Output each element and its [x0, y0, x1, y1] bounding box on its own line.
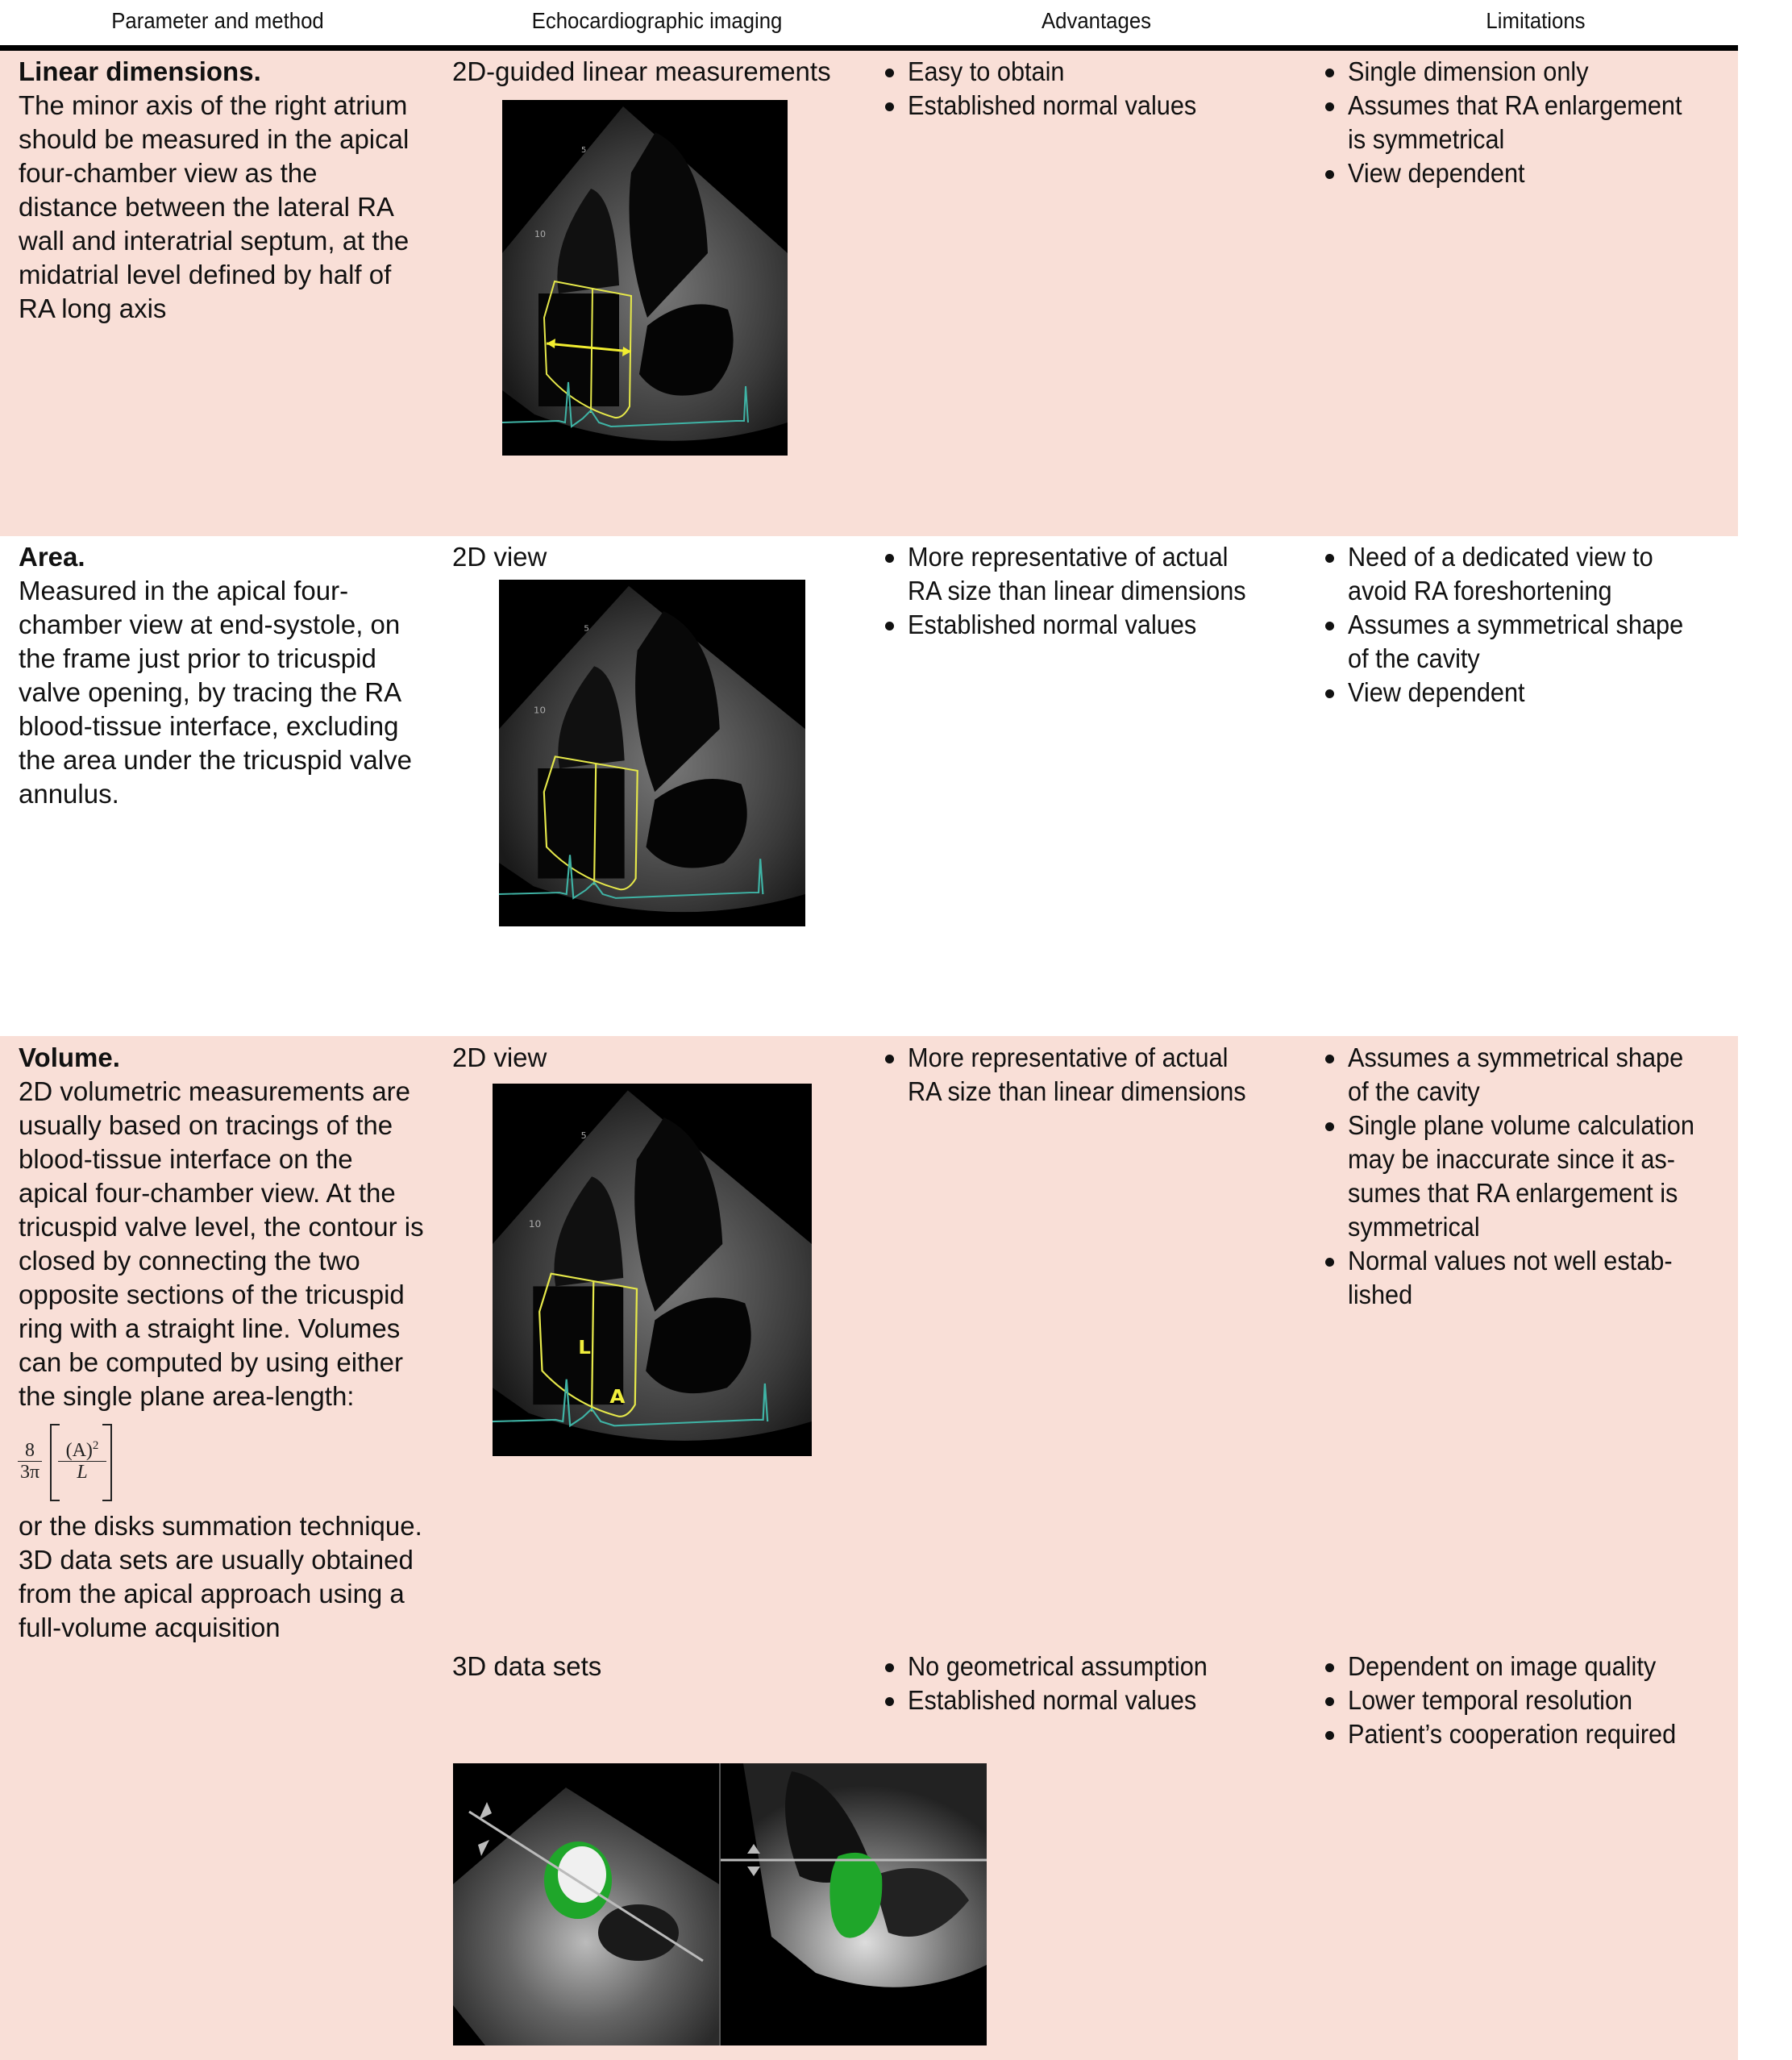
- method-line: the area under the tricuspid valve: [19, 745, 412, 775]
- depth-marker-10: 10: [534, 229, 546, 239]
- method-line: usually based on tracings of the: [19, 1110, 393, 1140]
- formula-coefficient: [18, 1440, 42, 1483]
- method-line: four-chamber view as the: [19, 158, 318, 188]
- advantage-item: More representative of actual RA size than linear dimensions: [880, 1041, 1271, 1109]
- imaging-label: [452, 1041, 547, 1075]
- method-line: annulus.: [19, 779, 119, 809]
- echo-svg: [499, 580, 805, 926]
- parameter-cell-area: [19, 540, 438, 811]
- advantages-list-linear: [880, 55, 1218, 123]
- advantages-list-volume-2d: [880, 1041, 1271, 1109]
- method-line: tricuspid valve level, the contour is: [19, 1212, 424, 1242]
- limitation-item: Need of a dedicated view to avoid RA foreshortening: [1320, 540, 1708, 608]
- inner-numerator: $(A)^2$: [58, 1435, 106, 1462]
- method-line: valve opening, by tracing the RA: [19, 677, 402, 707]
- limitation-item: Lower temporal resolution: [1320, 1683, 1701, 1717]
- method-line: the single plane area-length:: [19, 1381, 355, 1411]
- imaging-label-text: 2D view: [452, 542, 547, 572]
- limitation-item: View dependent: [1320, 676, 1708, 710]
- limitations-list-area: [1320, 540, 1708, 710]
- imaging-label-text: 2D-guided linear measurements: [452, 56, 831, 86]
- depth-marker-5: 5: [581, 146, 587, 155]
- limitation-item: Single dimension only: [1320, 55, 1707, 89]
- advantage-item: Easy to obtain: [880, 55, 1218, 89]
- double-arrow-left: [478, 1802, 492, 1856]
- header-advantages: Advantages: [1041, 8, 1152, 33]
- echo-image-area-tracing: [499, 580, 805, 926]
- method-line: the frame just prior to tricuspid: [19, 643, 376, 673]
- imaging-label: [452, 540, 547, 574]
- depth-marker-5: 5: [584, 623, 590, 634]
- echo-image-3d-volume: [453, 1763, 987, 2045]
- method-line: closed by connecting the two: [19, 1246, 360, 1276]
- advantage-item: No geometrical assumption: [880, 1650, 1230, 1683]
- method-line: RA long axis: [19, 293, 167, 323]
- advantage-item: Established normal values: [880, 1683, 1230, 1717]
- area-label-A: A: [609, 1385, 626, 1408]
- method-line: The minor axis of the right atrium: [19, 90, 408, 120]
- header-echocardiographic-imaging: Echocardiographic imaging: [531, 8, 783, 33]
- limitation-item: Assumes a symmetrical shape of the cavity: [1320, 1041, 1720, 1109]
- imaging-label: [452, 55, 831, 89]
- limitation-item: View dependent: [1320, 156, 1707, 190]
- echo-image-linear-measurement: [502, 100, 788, 456]
- limitation-item: Normal values not well estab- lished: [1320, 1244, 1720, 1312]
- advantage-item: More representative of actual RA size than linear dimensions: [880, 540, 1271, 608]
- ra-cavity: [538, 768, 624, 879]
- limitation-item: Assumes a symmetrical shape of the cavity: [1320, 608, 1708, 676]
- advantage-item: Established normal values: [880, 89, 1218, 123]
- imaging-label-text: 2D view: [452, 1042, 547, 1072]
- parameter-cell-volume-continued: [19, 1509, 442, 1645]
- limitations-list-volume-2d: [1320, 1041, 1720, 1312]
- method-line: 2D volumetric measurements are: [19, 1076, 411, 1106]
- method-line: from the apical approach using a: [19, 1579, 405, 1608]
- parameter-title: Volume.: [19, 1042, 120, 1072]
- imaging-label-text: 3D data sets: [452, 1651, 602, 1681]
- advantage-item: Established normal values: [880, 608, 1271, 642]
- header-rule: [0, 45, 1738, 51]
- method-line: distance between the lateral RA: [19, 192, 394, 222]
- coefficient-numerator: 8: [18, 1440, 42, 1462]
- coefficient-denominator: 3π: [19, 1462, 40, 1483]
- depth-marker-10: 10: [528, 1218, 542, 1230]
- imaging-label: [452, 1650, 601, 1683]
- method-line: opposite sections of the tricuspid: [19, 1280, 405, 1309]
- echo-svg: [502, 100, 788, 456]
- method-line: blood-tissue interface on the: [19, 1144, 353, 1174]
- method-line: Measured in the apical four-: [19, 576, 349, 606]
- limitations-list-volume-3d: [1320, 1650, 1701, 1751]
- method-line: apical four-chamber view. At the: [19, 1178, 396, 1208]
- right-bracket: [102, 1424, 112, 1501]
- limitation-item: Patient’s cooperation required: [1320, 1717, 1701, 1751]
- inner-denominator: L: [77, 1462, 88, 1483]
- method-line: should be measured in the apical: [19, 124, 410, 154]
- parameter-title: Area.: [19, 542, 85, 572]
- method-line: blood-tissue interface, excluding: [19, 711, 399, 741]
- depth-marker-5: 5: [580, 1130, 587, 1141]
- parameter-cell-linear: [19, 55, 438, 326]
- header-parameter-and-method: Parameter and method: [111, 8, 324, 33]
- echo-3d-svg: [453, 1763, 987, 2045]
- parameter-cell-volume: [19, 1041, 438, 1413]
- method-line: chamber view at end-systole, on: [19, 610, 401, 639]
- limitation-item: Single plane volume calculation may be inaccurate since it as- sumes that RA enlargement is symmetrical: [1320, 1109, 1720, 1244]
- depth-marker-10: 10: [533, 705, 546, 716]
- parameter-title: Linear dimensions.: [19, 56, 261, 86]
- method-line: 3D data sets are usually obtained: [19, 1545, 414, 1575]
- limitations-list-linear: [1320, 55, 1707, 190]
- formula-inner-fraction: [58, 1435, 106, 1483]
- limitation-item: Assumes that RA enlargement is symmetrical: [1320, 89, 1707, 156]
- advantages-list-area: [880, 540, 1271, 642]
- method-line: ring with a straight line. Volumes: [19, 1313, 401, 1343]
- echo-image-area-length: [493, 1084, 812, 1456]
- header-limitations: Limitations: [1486, 8, 1586, 33]
- limitation-item: Dependent on image quality: [1320, 1650, 1701, 1683]
- area-length-formula: [18, 1421, 114, 1501]
- advantages-list-volume-3d: [880, 1650, 1230, 1717]
- method-line: can be computed by using either: [19, 1347, 403, 1377]
- method-line: midatrial level defined by half of: [19, 260, 392, 289]
- method-line: or the disks summation technique.: [19, 1511, 422, 1541]
- method-line: full-volume acquisition: [19, 1613, 281, 1642]
- echo-svg: [493, 1084, 812, 1456]
- dark-chamber-left: [598, 1904, 679, 1961]
- length-label-L: L: [578, 1336, 591, 1359]
- method-line: wall and interatrial septum, at the: [19, 226, 410, 256]
